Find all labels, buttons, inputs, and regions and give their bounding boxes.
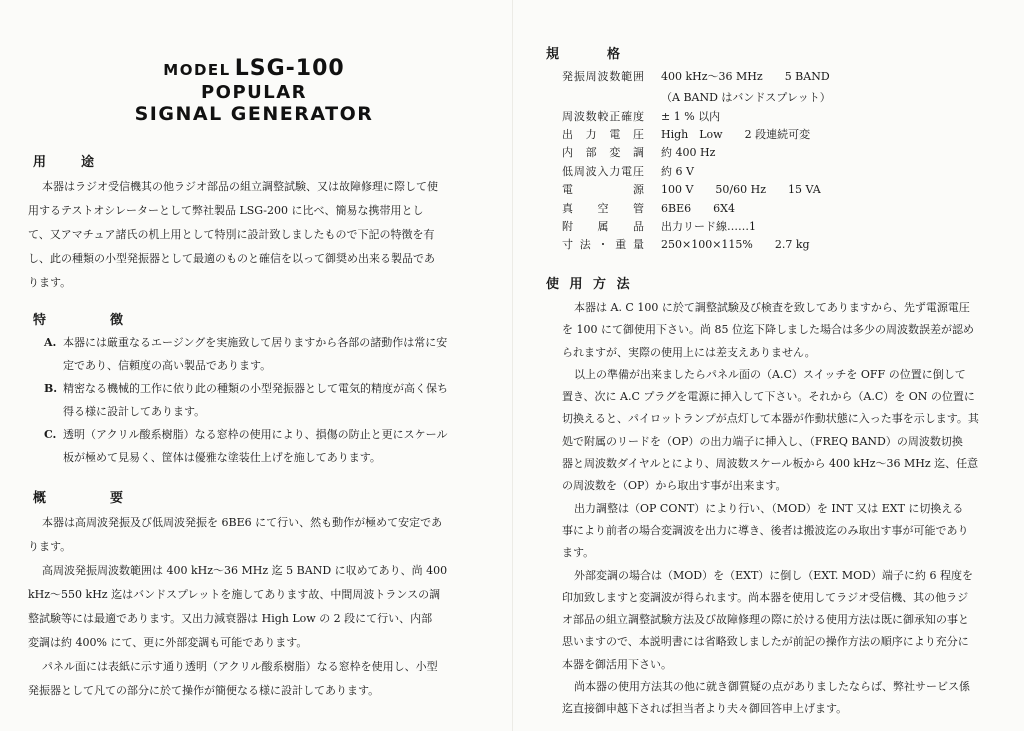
- spec-value: 100 V 50/60 Hz 15 VA: [661, 183, 821, 196]
- shiyo-paragraph: [562, 297, 986, 721]
- spec-key: 附属品: [562, 220, 644, 233]
- model-number: LSG-100: [234, 56, 345, 81]
- text-line: 定であり、信頼度の高い製品であります。: [63, 359, 272, 372]
- text-line: 本器は A. C 100 に於て調整試験及び検査を致してありますから、先ず電源電圧: [574, 301, 970, 314]
- spec-value: ± 1 % 以内: [661, 110, 721, 123]
- text-line: 本器はラジオ受信機其の他ラジオ部品の組立調整試験、又は故障修理に際して使: [42, 180, 438, 193]
- text-line: 出力調整は（OP CONT）により行い、（MOD）を INT 又は EXT に切換える: [574, 501, 964, 515]
- heading-char-1: 用: [33, 155, 47, 170]
- text-line: 器と周波数ダイヤルとにより、周波数スケール板から 400 kHz～36 MHz 迄、任意: [562, 457, 979, 471]
- text-line: 本器には厳重なるエージングを実施致して居りますから各部の諸動作は常に安: [63, 336, 448, 349]
- heading-char-2: 途: [81, 155, 95, 170]
- text-line: 処で附属のリードを（OP）の出力端子に挿入し、（FREQ BAND）の周波数切換: [562, 434, 963, 448]
- spec-key: 低周波入力電圧: [562, 165, 644, 178]
- text-line: 思いますので、本説明書には省略致しましたが前記の操作方法の順序により充分に: [562, 635, 969, 649]
- text-line: 精密なる機械的工作に依り此の種類の小型発振器として電気的精度が高く保ち: [63, 382, 448, 395]
- spec-value: 400 kHz～36 MHz 5 BAND: [661, 70, 830, 83]
- text-line: ります。: [28, 276, 72, 289]
- page-fold: [512, 0, 513, 731]
- heading-char-2: 徴: [110, 313, 124, 328]
- text-line: 切換えると、パイロットランプが点灯して本器が作動状態に入った事を示します。其: [562, 412, 979, 426]
- text-line: 板が極めて見易く、筐体は優雅な塗装仕上げを施してあります。: [63, 451, 381, 464]
- text-line: られますが、実際の使用上には差支えありません。: [562, 345, 816, 359]
- spec-key: 周波数較正確度: [562, 110, 644, 123]
- spec-value: 出力リード線……1: [661, 220, 756, 233]
- text-line: 高周波発振周波数範囲は 400 kHz～36 MHz 迄 5 BAND に収めてあり、尚 400: [42, 564, 448, 577]
- section-heading-tokucho: [33, 309, 124, 328]
- spec-value: （A BAND はバンドスプレット）: [661, 91, 831, 104]
- heading-char-2: 要: [110, 491, 124, 506]
- section-heading-youto: [33, 151, 95, 170]
- feature-item-c: [44, 423, 474, 469]
- section-heading-shiyo: 使 用 方 法: [546, 277, 633, 292]
- spec-key: 内部変調: [562, 146, 644, 159]
- heading-char-1: 特: [33, 313, 47, 328]
- text-line: 事により前者の場合変調波を出力に導き、後者は搬波迄のみ取出す事が可能であり: [562, 523, 969, 537]
- text-line: 外部変調の場合は（MOD）を（EXT）に倒し（EXT. MOD）端子に約 6 程度を: [574, 568, 973, 582]
- youto-paragraph: [28, 175, 468, 295]
- text-line: 以上の準備が出来ましたらパネル面の（A.C）スイッチを OFF の位置に倒して: [574, 367, 966, 381]
- text-line: 透明（アクリル酸系樹脂）なる窓枠の使用により、損傷の防止と更にスケール: [63, 428, 448, 441]
- text-line: 発振器として凡ての部分に於て操作が簡便なる様に設計してあります。: [28, 684, 380, 697]
- feature-label: B.: [44, 382, 58, 395]
- feature-item-b: [44, 377, 474, 423]
- text-line: 置き、次に A.C プラグを電源に挿入して下さい。それから（A.C）を ON の位置に: [562, 390, 975, 404]
- text-line: ります。: [28, 540, 72, 553]
- spec-key: 電源: [562, 183, 644, 196]
- spec-value: 約 6 V: [661, 165, 694, 178]
- text-line: 整試験等には最適であります。又出力減衰器は High Low の 2 段にて行い、内部: [28, 612, 433, 625]
- section-heading-kikaku: [546, 43, 621, 62]
- text-line: 尚本器の使用方法其の他に就き御質疑の点がありましたならば、弊社サービス係: [574, 680, 970, 694]
- spec-key: 寸法・重量: [562, 238, 644, 251]
- feature-label: A.: [44, 336, 57, 349]
- heading-char-2: 格: [607, 47, 621, 62]
- gaiyo-paragraph: [28, 511, 468, 703]
- text-line: を 100 にて御使用下さい。尚 85 位迄下降しました場合は多少の周波数誤差が認め: [562, 323, 974, 337]
- text-line: て、又アマチュア諸氏の机上用として特別に設計致しましたもので下記の特徴を有: [28, 228, 435, 241]
- text-line: 印加致しますと変調波が得られます。尚本器を使用してラジオ受信機、其の他ラジ: [562, 590, 969, 604]
- spec-value: 6BE6 6X4: [661, 202, 735, 215]
- text-line: ます。: [562, 546, 595, 560]
- text-line: kHz～550 kHz 迄はバンドスプレットを施してあります故、中間周波トランスの調: [28, 588, 441, 601]
- text-line: 変調は約 400% にて、更に外部変調も可能であります。: [28, 636, 308, 649]
- text-line: 用するテストオシレーターとして弊社製品 LSG-200 に比べ、簡易な携帯用とし: [28, 204, 424, 217]
- text-line: パネル面には表紙に示す通り透明（アクリル酸系樹脂）なる窓枠を使用し、小型: [42, 660, 438, 673]
- text-line: 得る様に設計してあります。: [63, 405, 206, 418]
- spec-value: High Low 2 段連続可変: [661, 128, 811, 141]
- text-line: 本器は高周波発振及び低周波発振を 6BE6 にて行い、然も動作が極めて安定であ: [42, 516, 443, 529]
- text-line: オ部品の組立調整試験方法及び故障修理の際に於ける使用方法は既に御承知の事と: [562, 613, 969, 627]
- text-line: し、此の種類の小型発振器として最適のものと確信を以って御奨め出来る製品であ: [28, 252, 435, 265]
- feature-label: C.: [44, 428, 57, 441]
- text-line: 本器を御活用下さい。: [562, 657, 672, 671]
- spec-value: 250×100×115% 2.7 kg: [661, 238, 810, 251]
- title-signal-generator: SIGNAL GENERATOR: [134, 103, 374, 125]
- spec-key: 発振周波数範囲: [562, 70, 644, 83]
- spec-key: 出力電圧: [562, 128, 644, 141]
- model-label: MODEL: [163, 61, 231, 79]
- model-line: [28, 56, 480, 81]
- title-popular: POPULAR: [200, 82, 308, 103]
- heading-char-1: 概: [33, 491, 47, 506]
- heading-char-1: 規: [546, 47, 560, 62]
- section-heading-gaiyo: [33, 487, 124, 506]
- text-line: の周波数を（OP）から取出す事が出来ます。: [562, 479, 787, 493]
- spec-key: 真空管: [562, 202, 644, 215]
- text-line: 迄直接御申越下されば担当者より夫々御回答申上げます。: [562, 702, 848, 716]
- spec-value: 約 400 Hz: [661, 146, 716, 159]
- feature-item-a: [44, 331, 474, 377]
